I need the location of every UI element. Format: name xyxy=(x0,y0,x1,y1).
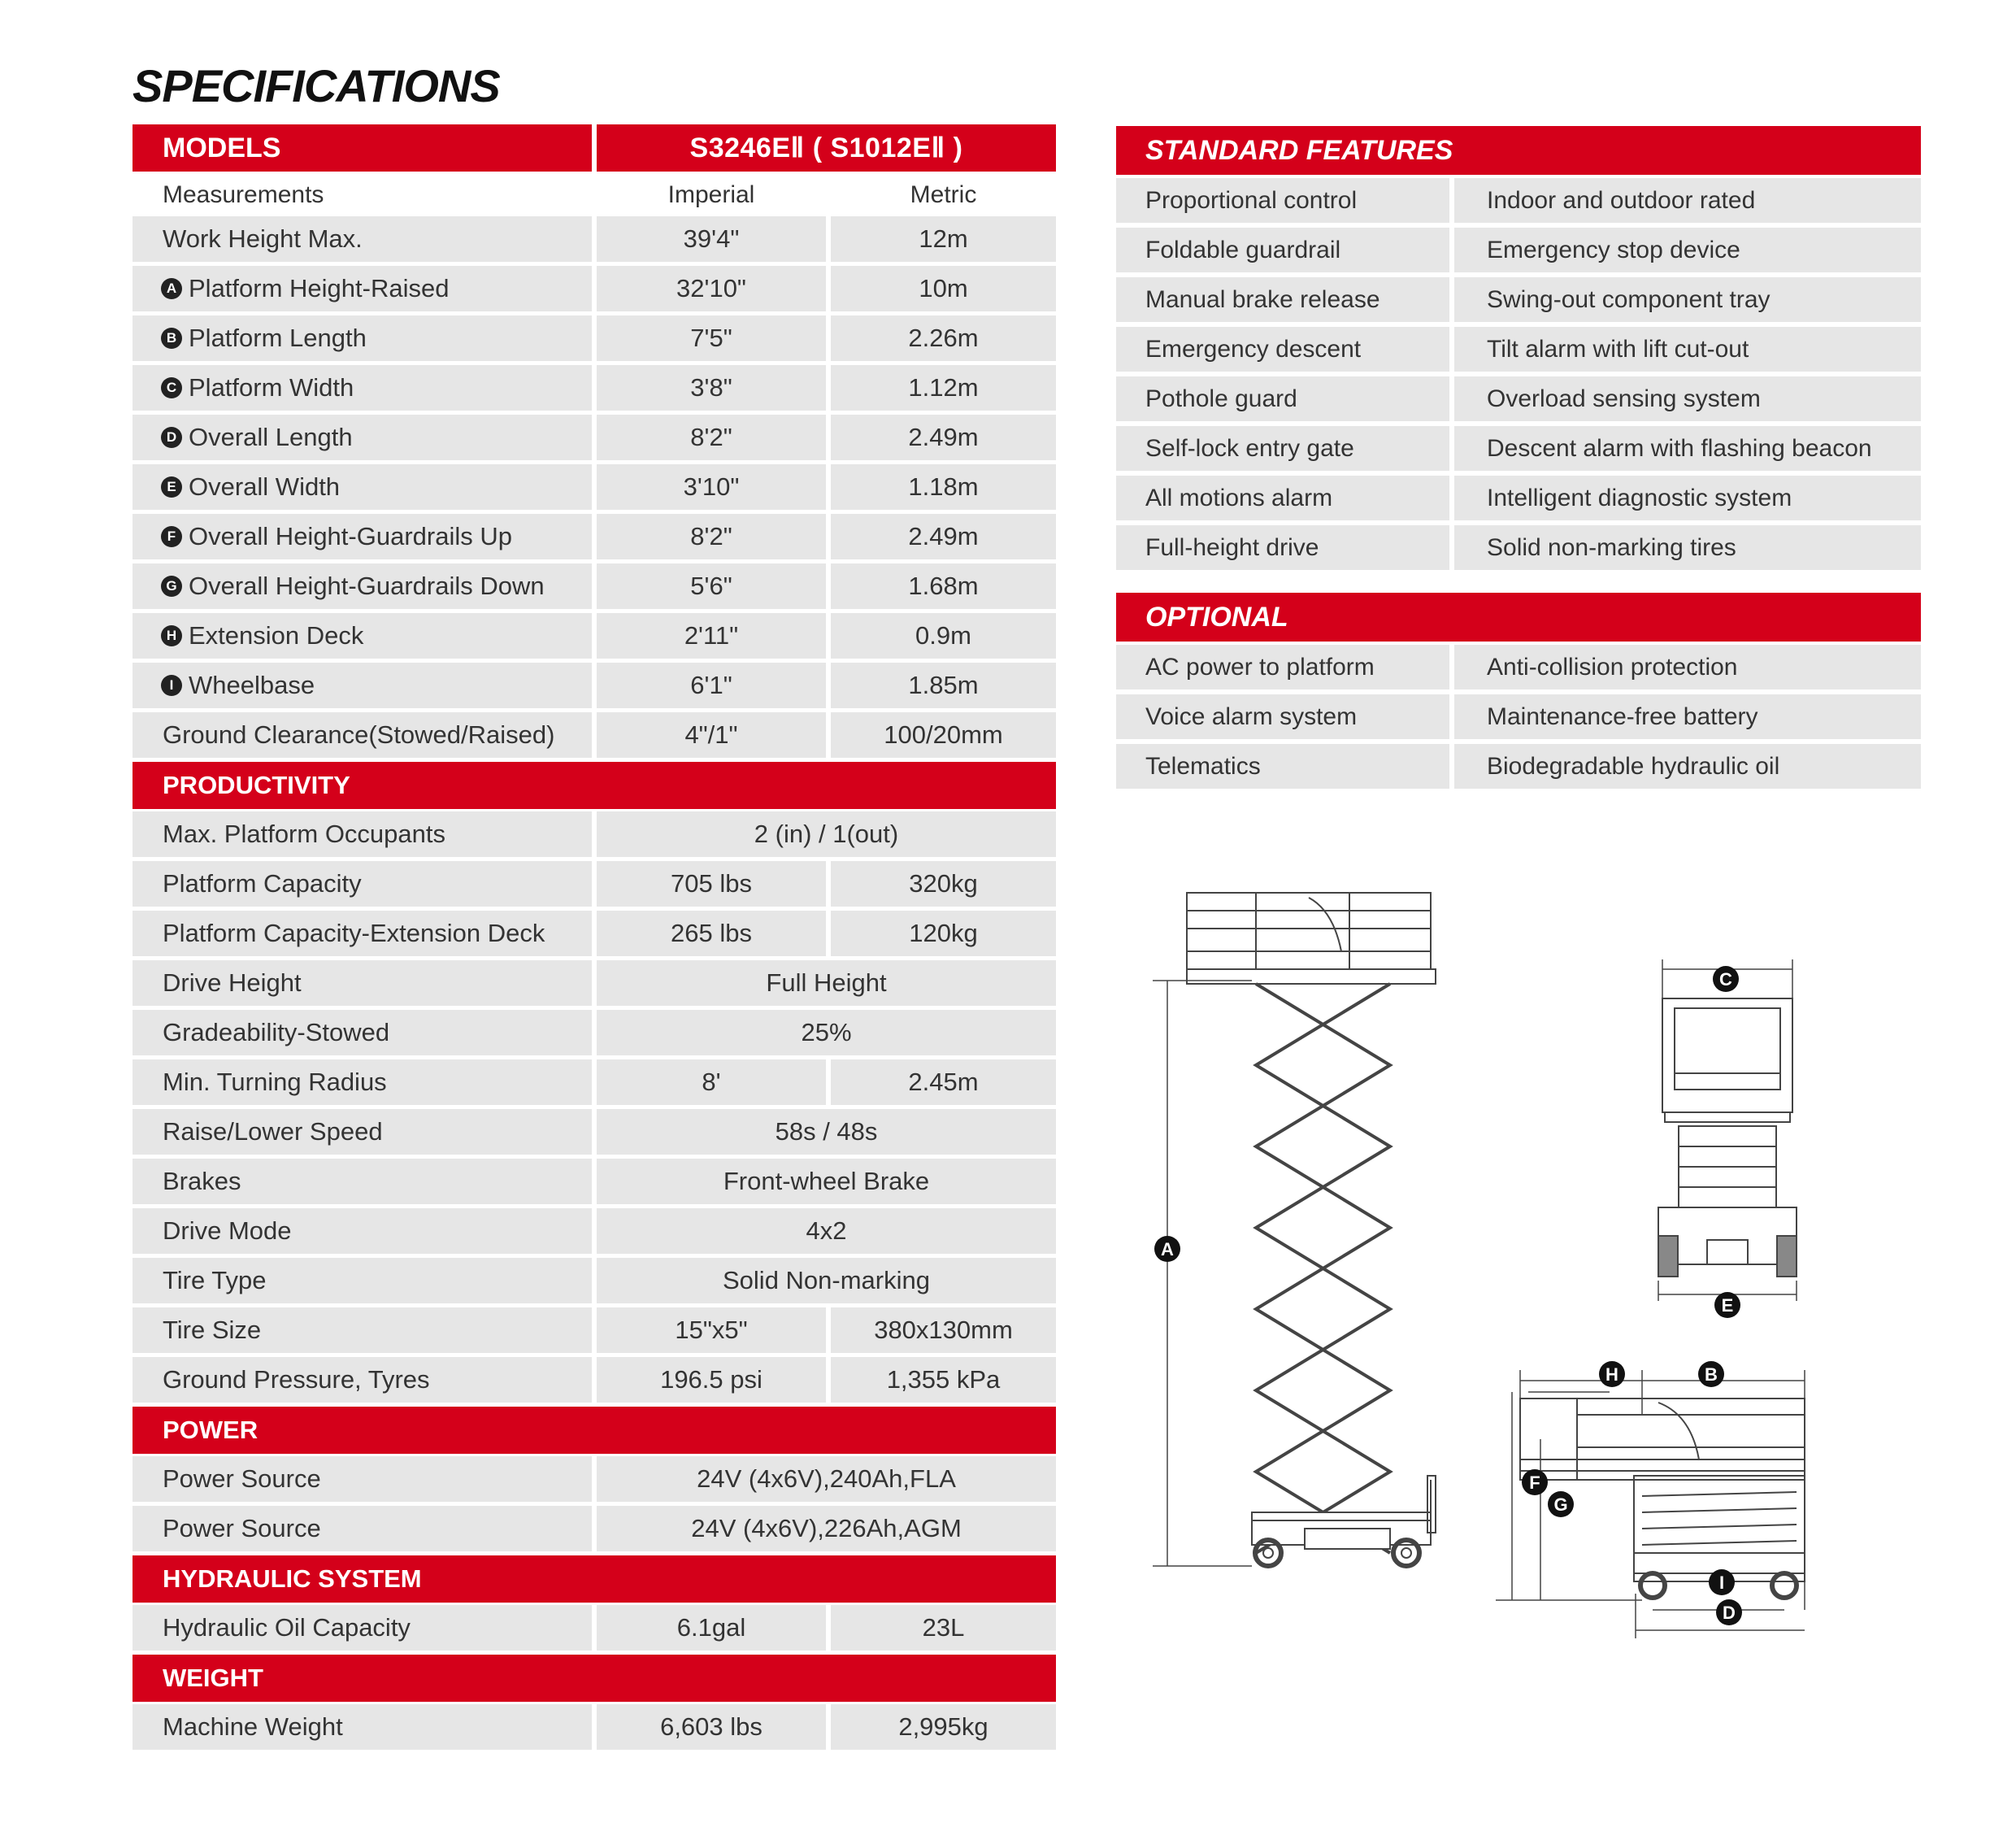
row-label xyxy=(133,1010,592,1055)
weight-section xyxy=(133,1655,1056,1704)
optional-block xyxy=(1116,593,1921,790)
imperial-value: 39'4" xyxy=(597,216,826,262)
dimensions-rows xyxy=(133,216,1056,762)
table-row xyxy=(133,315,1056,365)
metric-value: 100/20mm xyxy=(831,712,1056,758)
optional-heading: OPTIONAL xyxy=(1116,593,1921,642)
row-value: 24V (4x6V),226Ah,AGM xyxy=(597,1506,1056,1551)
table-row xyxy=(133,1605,1056,1655)
label-g xyxy=(1548,1491,1574,1517)
row-value: 24V (4x6V),240Ah,FLA xyxy=(597,1456,1056,1502)
table-row xyxy=(133,1010,1056,1059)
imperial-value: 3'8" xyxy=(597,365,826,411)
metric-value: 2.49m xyxy=(831,514,1056,559)
row-value: 2 (in) / 1(out) xyxy=(597,811,1056,857)
row-label-text: Platform Capacity-Extension Deck xyxy=(163,919,545,947)
dimension-badge: F xyxy=(161,526,182,547)
feature-row xyxy=(1116,274,1921,324)
dimension-badge: H xyxy=(161,625,182,646)
power-rows xyxy=(133,1456,1056,1555)
front-view xyxy=(1658,959,1797,1301)
imperial-value: 8'2" xyxy=(597,514,826,559)
feature-item: Self-lock entry gate xyxy=(1116,426,1449,471)
feature-item: Emergency stop device xyxy=(1454,228,1921,272)
model-name: S3246EⅡ ( S1012EⅡ ) xyxy=(597,124,1056,172)
row-label xyxy=(133,464,592,510)
feature-item: Telematics xyxy=(1116,744,1449,789)
imperial-value: 196.5 psi xyxy=(597,1357,826,1403)
power-heading: POWER xyxy=(133,1407,1056,1454)
row-label-text: Overall Height-Guardrails Up xyxy=(189,522,512,550)
metric-header: Metric xyxy=(910,181,977,208)
productivity-rows xyxy=(133,811,1056,1407)
feature-item: Voice alarm system xyxy=(1116,694,1449,739)
metric-value: 380x130mm xyxy=(831,1307,1056,1353)
metric-value: 10m xyxy=(831,266,1056,311)
metric-value: 1.18m xyxy=(831,464,1056,510)
table-row xyxy=(133,613,1056,663)
feature-item: Biodegradable hydraulic oil xyxy=(1454,744,1921,789)
productivity-section xyxy=(133,762,1056,811)
row-label xyxy=(133,266,592,311)
svg-text:H: H xyxy=(1605,1364,1618,1385)
metric-value: 2.49m xyxy=(831,415,1056,460)
row-label xyxy=(133,960,592,1006)
feature-item: Foldable guardrail xyxy=(1116,228,1449,272)
svg-text:G: G xyxy=(1553,1494,1568,1515)
row-label xyxy=(133,1357,592,1403)
row-label xyxy=(133,1506,592,1551)
metric-value: 1.12m xyxy=(831,365,1056,411)
svg-text:F: F xyxy=(1529,1472,1540,1493)
imperial-value: 15"x5" xyxy=(597,1307,826,1353)
metric-value: 1,355 kPa xyxy=(831,1357,1056,1403)
imperial-value: 2'11" xyxy=(597,613,826,659)
row-label xyxy=(133,1704,592,1750)
table-row xyxy=(133,1307,1056,1357)
svg-text:C: C xyxy=(1719,969,1732,990)
row-label xyxy=(133,563,592,609)
row-label-text: Min. Turning Radius xyxy=(163,1068,387,1096)
metric-value: 120kg xyxy=(831,911,1056,956)
dimension-badge: E xyxy=(161,476,182,498)
feature-item: AC power to platform xyxy=(1116,645,1449,689)
row-value: 25% xyxy=(597,1010,1056,1055)
row-label-text: Platform Length xyxy=(189,324,367,352)
metric-value: 2.45m xyxy=(831,1059,1056,1105)
row-label xyxy=(133,1059,592,1105)
feature-row xyxy=(1116,423,1921,472)
label-c xyxy=(1713,966,1739,992)
imperial-value: 4"/1" xyxy=(597,712,826,758)
label-i xyxy=(1709,1569,1735,1595)
table-row xyxy=(133,1258,1056,1307)
feature-item: Anti-collision protection xyxy=(1454,645,1921,689)
table-row xyxy=(133,1704,1056,1754)
row-value: Solid Non-marking xyxy=(597,1258,1056,1303)
row-label-text: Power Source xyxy=(163,1514,321,1542)
row-label xyxy=(133,514,592,559)
feature-item: Emergency descent xyxy=(1116,327,1449,372)
dimension-badge: I xyxy=(161,675,182,696)
feature-item: Proportional control xyxy=(1116,178,1449,223)
row-label xyxy=(133,613,592,659)
label-f xyxy=(1522,1469,1548,1495)
imperial-value: 705 lbs xyxy=(597,861,826,907)
row-label-text: Tire Type xyxy=(163,1266,267,1294)
specifications-table xyxy=(133,124,1056,1754)
feature-item: Intelligent diagnostic system xyxy=(1454,476,1921,520)
row-label-text: Hydraulic Oil Capacity xyxy=(163,1613,411,1642)
row-label xyxy=(133,1456,592,1502)
hydraulic-section xyxy=(133,1555,1056,1605)
table-row xyxy=(133,1159,1056,1208)
row-label xyxy=(133,315,592,361)
imperial-value: 6'1" xyxy=(597,663,826,708)
table-row xyxy=(133,514,1056,563)
svg-text:B: B xyxy=(1705,1364,1718,1385)
feature-row xyxy=(1116,175,1921,224)
label-b xyxy=(1698,1361,1724,1387)
row-label-text: Ground Clearance(Stowed/Raised) xyxy=(163,720,555,749)
imperial-header: Imperial xyxy=(667,181,755,208)
feature-item: Swing-out component tray xyxy=(1454,277,1921,322)
row-label xyxy=(133,861,592,907)
row-label xyxy=(133,365,592,411)
row-label xyxy=(133,911,592,956)
table-row xyxy=(133,811,1056,861)
table-row xyxy=(133,1357,1056,1407)
row-label xyxy=(133,1605,592,1651)
weight-heading: WEIGHT xyxy=(133,1655,1056,1702)
metric-value: 23L xyxy=(831,1605,1056,1651)
metric-value: 1.68m xyxy=(831,563,1056,609)
table-row xyxy=(133,563,1056,613)
feature-item: Maintenance-free battery xyxy=(1454,694,1921,739)
feature-item: Full-height drive xyxy=(1116,525,1449,570)
feature-row xyxy=(1116,373,1921,423)
drawing-badges xyxy=(1154,966,1742,1625)
row-label-text: Gradeability-Stowed xyxy=(163,1018,390,1046)
measurements-header xyxy=(133,174,1056,216)
table-row xyxy=(133,415,1056,464)
row-value: Front-wheel Brake xyxy=(597,1159,1056,1204)
standard-features-block xyxy=(1116,126,1921,572)
feature-item: Tilt alarm with lift cut-out xyxy=(1454,327,1921,372)
row-value: 58s / 48s xyxy=(597,1109,1056,1155)
dimension-drawings xyxy=(1138,878,1837,1642)
row-label xyxy=(133,415,592,460)
dimension-badge: B xyxy=(161,328,182,349)
imperial-value: 6,603 lbs xyxy=(597,1704,826,1750)
imperial-value: 32'10" xyxy=(597,266,826,311)
feature-item: Indoor and outdoor rated xyxy=(1454,178,1921,223)
metric-value: 1.85m xyxy=(831,663,1056,708)
feature-item: All motions alarm xyxy=(1116,476,1449,520)
row-label-text: Platform Height-Raised xyxy=(189,274,450,302)
row-label xyxy=(133,712,592,758)
imperial-value: 6.1gal xyxy=(597,1605,826,1651)
imperial-value: 8'2" xyxy=(597,415,826,460)
row-label-text: Machine Weight xyxy=(163,1712,343,1741)
feature-item: Descent alarm with flashing beacon xyxy=(1454,426,1921,471)
row-label-text: Max. Platform Occupants xyxy=(163,820,446,848)
label-a xyxy=(1154,1236,1180,1262)
row-value: 4x2 xyxy=(597,1208,1056,1254)
weight-rows xyxy=(133,1704,1056,1754)
row-label xyxy=(133,1109,592,1155)
row-value: Full Height xyxy=(597,960,1056,1006)
productivity-heading: PRODUCTIVITY xyxy=(133,762,1056,809)
row-label xyxy=(133,1208,592,1254)
feature-row xyxy=(1116,642,1921,691)
feature-row xyxy=(1116,691,1921,741)
feature-item: Pothole guard xyxy=(1116,376,1449,421)
table-row xyxy=(133,1456,1056,1506)
row-label xyxy=(133,811,592,857)
metric-value: 320kg xyxy=(831,861,1056,907)
row-label-text: Overall Height-Guardrails Down xyxy=(189,572,545,600)
table-row xyxy=(133,1109,1056,1159)
table-row xyxy=(133,861,1056,911)
row-label-text: Drive Height xyxy=(163,968,302,997)
row-label-text: Platform Width xyxy=(189,373,354,402)
svg-text:D: D xyxy=(1723,1603,1736,1623)
table-row xyxy=(133,712,1056,762)
dimension-badge: G xyxy=(161,576,182,597)
svg-text:E: E xyxy=(1721,1295,1734,1316)
row-label xyxy=(133,216,592,262)
feature-item: Solid non-marking tires xyxy=(1454,525,1921,570)
feature-item: Overload sensing system xyxy=(1454,376,1921,421)
imperial-value: 8' xyxy=(597,1059,826,1105)
table-row xyxy=(133,266,1056,315)
standard-features-heading: STANDARD FEATURES xyxy=(1116,126,1921,175)
label-e xyxy=(1714,1292,1740,1318)
svg-text:A: A xyxy=(1161,1239,1174,1259)
row-label xyxy=(133,663,592,708)
row-label-text: Brakes xyxy=(163,1167,241,1195)
dimension-badge: C xyxy=(161,377,182,398)
dimension-badge: D xyxy=(161,427,182,448)
page-title: SPECIFICATIONS xyxy=(133,60,500,111)
table-row xyxy=(133,464,1056,514)
row-label-text: Tire Size xyxy=(163,1316,262,1344)
table-row xyxy=(133,1506,1056,1555)
metric-value: 2.26m xyxy=(831,315,1056,361)
table-row xyxy=(133,911,1056,960)
row-label-text: Platform Capacity xyxy=(163,869,362,898)
imperial-value: 3'10" xyxy=(597,464,826,510)
table-row xyxy=(133,365,1056,415)
row-label xyxy=(133,1159,592,1204)
table-row xyxy=(133,216,1056,266)
row-label-text: Raise/Lower Speed xyxy=(163,1117,383,1146)
row-label-text: Overall Width xyxy=(189,472,341,501)
hydraulic-heading: HYDRAULIC SYSTEM xyxy=(133,1555,1056,1603)
feature-row xyxy=(1116,472,1921,522)
models-label: MODELS xyxy=(133,124,592,172)
imperial-value: 265 lbs xyxy=(597,911,826,956)
imperial-value: 7'5" xyxy=(597,315,826,361)
row-label-text: Wheelbase xyxy=(189,671,315,699)
feature-row xyxy=(1116,324,1921,373)
feature-item: Manual brake release xyxy=(1116,277,1449,322)
imperial-value: 5'6" xyxy=(597,563,826,609)
row-label-text: Extension Deck xyxy=(189,621,364,650)
stowed-side-view xyxy=(1496,1370,1805,1638)
table-row xyxy=(133,1059,1056,1109)
row-label-text: Work Height Max. xyxy=(163,224,363,253)
table-row xyxy=(133,1208,1056,1258)
label-h xyxy=(1599,1361,1625,1387)
power-section xyxy=(133,1407,1056,1456)
svg-text:I: I xyxy=(1718,1573,1725,1593)
metric-value: 0.9m xyxy=(831,613,1056,659)
label-d xyxy=(1716,1599,1742,1625)
optional-rows xyxy=(1116,642,1921,790)
row-label xyxy=(133,1307,592,1353)
row-label-text: Power Source xyxy=(163,1464,321,1493)
hydraulic-rows xyxy=(133,1605,1056,1655)
row-label-text: Overall Length xyxy=(189,423,353,451)
row-label-text: Ground Pressure, Tyres xyxy=(163,1365,430,1394)
models-header xyxy=(133,124,1056,174)
table-row xyxy=(133,663,1056,712)
feature-row xyxy=(1116,741,1921,790)
row-label-text: Drive Mode xyxy=(163,1216,292,1245)
metric-value: 12m xyxy=(831,216,1056,262)
raised-side-view xyxy=(1153,893,1436,1566)
feature-row xyxy=(1116,224,1921,274)
row-label xyxy=(133,1258,592,1303)
metric-value: 2,995kg xyxy=(831,1704,1056,1750)
feature-row xyxy=(1116,522,1921,572)
dimension-badge: A xyxy=(161,278,182,299)
standard-features-rows xyxy=(1116,175,1921,572)
table-row xyxy=(133,960,1056,1010)
measurements-label: Measurements xyxy=(163,181,324,208)
